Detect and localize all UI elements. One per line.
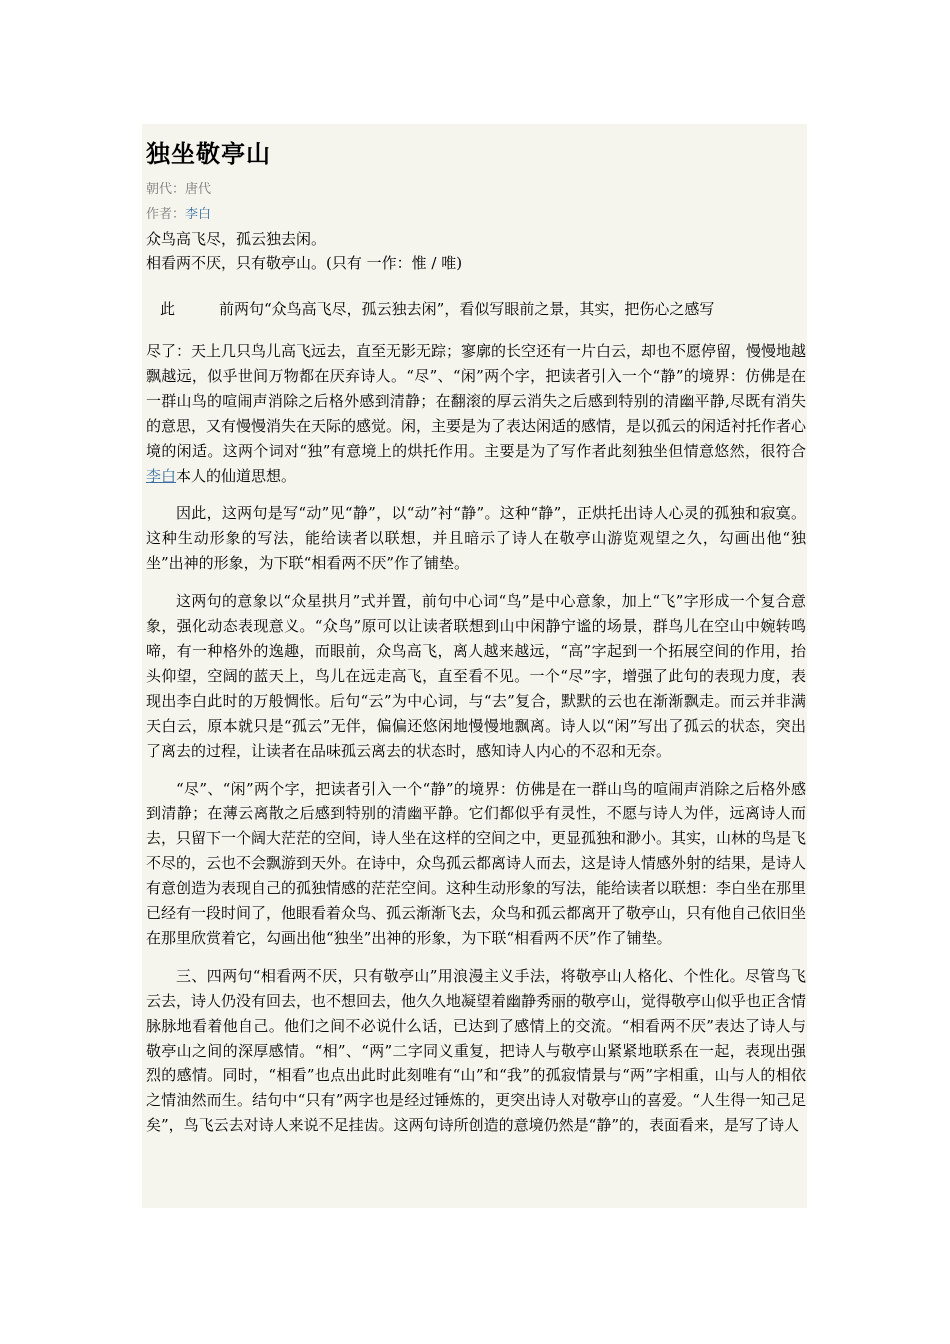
annotation-first-text: 前两句“众鸟高飞尽，孤云独去闲”，看似写眼前之景，其实，把伤心之感写 bbox=[219, 300, 715, 318]
paragraph-3: 这两句的意象以“众星拱月”式并置，前句中心词“鸟”是中心意象，加上“飞”字形成一个复合意象，强化动态表现意义。“众鸟”原可以让读者联想到山中闲静宁谧的场景，群鸟儿在空山中婉转鸣啼，有一种格外的逸趣，而眼前，众鸟高飞，离人越来越远，“高”字起到一个拓展空间的作用，抬头仰望，空阔的蓝天上，鸟儿在远走高飞，直至看不见。一个“尽”字，增强了此句的表现力度，表现出李白此时的万般惆怅。后句“云”为中心词，与“去”复合，默默的云也在渐渐飘走。而云并非满天白云，原本就只是“孤云”无伴，偏偏还悠闲地慢慢地飘离。诗人以“闲”写出了孤云的状态，突出了离去的过程，让读者在品味孤云离去的状态时，感知诗人内心的不忍和无奈。 bbox=[146, 592, 806, 760]
paragraph-5: 三、四两句“相看两不厌，只有敬亭山”用浪漫主义手法，将敬亭山人格化、个性化。尽管鸟飞云去，诗人仍没有回去，也不想回去，他久久地凝望着幽静秀丽的敬亭山，觉得敬亭山似乎也正含情脉脉地看着他自己。他们之间不必说什么话，已达到了感情上的交流。“相看两不厌”表达了诗人与敬亭山之间的深厚感情。“相”、“两”二字同义重复，把诗人与敬亭山紧紧地联系在一起，表现出强烈的感情。同时，“相看”也点出此时此刻唯有“山”和“我”的孤寂情景与“两”字相重，山与人的相依之情油然而生。结句中“只有”两字也是经过锤炼的，更突出诗人对敬亭山的喜爱。“人生得一知己足矣”，鸟飞云去对诗人来说不足挂齿。这两句诗所创造的意境仍然是“静”的，表面看来，是写了诗人 bbox=[146, 966, 807, 1135]
dynasty-line bbox=[146, 178, 211, 197]
author-line bbox=[146, 203, 211, 222]
article-panel bbox=[142, 124, 807, 1208]
li-bai-link[interactable]: 李白 bbox=[146, 466, 177, 485]
poem-line-1: 众鸟高飞尽，孤云独去闲。 bbox=[146, 230, 327, 248]
paragraph-4: “尽”、“闲”两个字，把读者引入一个“静”的境界：仿佛是在一群山鸟的喧闹声消除之后格外感到清静；在薄云离散之后感到特别的清幽平静。它们都似乎有灵性，不愿与诗人为伴，远离诗人而去，只留下一个阔大茫茫的空间，诗人坐在这样的空间之中，更显孤独和渺小。其实，山林的鸟是飞不尽的，云也不会飘游到天外。在诗中，众鸟孤云都离诗人而去，这是诗人情感外射的结果，是诗人有意创造为表现自己的孤独情感的茫茫空间。这种生动形象的写法，能给读者以联想：李白坐在那里已经有一段时间了，他眼看着众鸟、孤云渐渐飞去，众鸟和孤云都离开了敬亭山，只有他自己依旧坐在那里欣赏着它，勾画出他“独坐”出神的形象，为下联“相看两不厌”作了铺垫。 bbox=[146, 779, 807, 947]
paragraph-2: 因此，这两句是写“动”见“静”，以“动”衬“静”。这种“静”，正烘托出诗人心灵的孤独和寂寞。这种生动形象的写法，能给读者以联想，并且暗示了诗人在敬亭山游览观望之久，勾画出他“独坐”出神的形象，为下联“相看两不厌”作了铺垫。 bbox=[146, 504, 806, 573]
author-label: 作者： bbox=[146, 207, 186, 222]
dynasty-value: 唐代 bbox=[185, 182, 212, 197]
poem-title: 独坐敬亭山 bbox=[146, 140, 271, 168]
annotation-lead-char: 此 bbox=[160, 300, 176, 318]
annotation-first-line bbox=[146, 298, 806, 319]
paragraph-1-text: 尽了：天上几只鸟儿高飞远去，直至无影无踪；寥廓的长空还有一片白云，却也不愿停留，慢慢地越飘越远，似乎世间万物都在厌弃诗人。“尽”、“闲”两个字，把读者引入一个“静”的境界：仿佛是在一群山鸟的喧闹声消除之后格外感到清静；在翻滚的厚云消失之后感到特别的清幽平静,尽既有消失的意思，又有慢慢消失在天际的感觉。闲，主要是为了表达闲适的感情，是以孤云的闲适衬托作者心境的闲适。这两个词对“独”有意境上的烘托作用。主要是为了写作者此刻独坐但情意悠然，很符合 bbox=[146, 342, 807, 460]
author-link[interactable]: 李白 bbox=[185, 207, 212, 222]
dynasty-label: 朝代： bbox=[146, 182, 186, 197]
poem-line-2: 相看两不厌，只有敬亭山。(只有 一作：惟 / 唯) bbox=[146, 254, 463, 272]
paragraph-1 bbox=[146, 339, 806, 488]
paragraph-1-tail: 本人的仙道思想。 bbox=[176, 466, 297, 485]
annotation-body bbox=[146, 339, 806, 1151]
